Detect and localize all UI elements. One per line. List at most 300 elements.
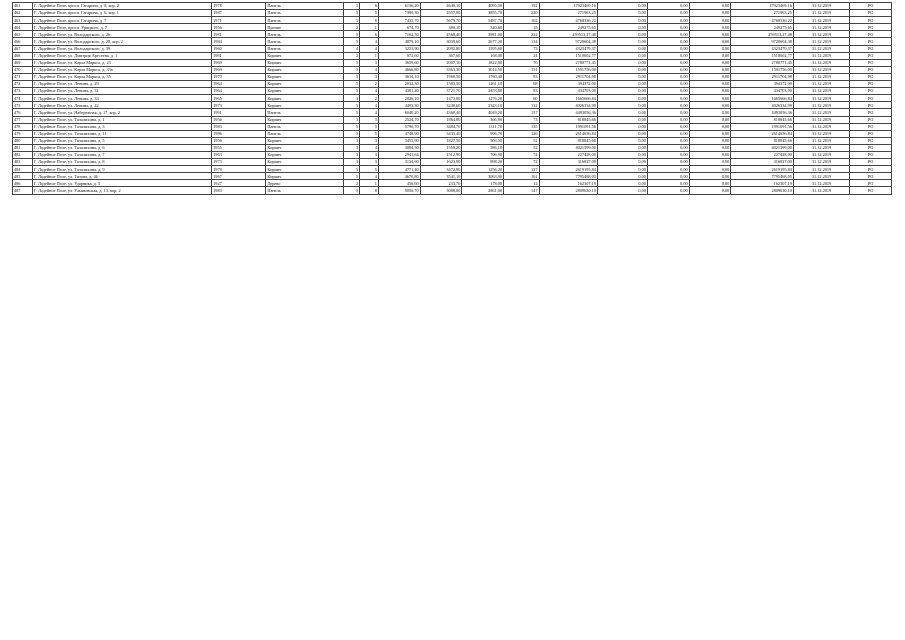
table-cell: 1991	[212, 109, 266, 116]
table-cell: 0,00	[597, 52, 647, 59]
table-cell: РО	[850, 102, 892, 109]
table-cell: 0,00	[647, 66, 689, 73]
table-cell: 1968,50	[420, 73, 462, 80]
table-cell: 3	[343, 95, 360, 102]
table-cell: 5	[343, 17, 360, 24]
table-cell: 4	[360, 102, 379, 109]
table-cell: 31.12.2019	[793, 187, 849, 194]
table-cell: 0,00	[647, 3, 689, 10]
table-cell: 2677,20	[462, 38, 504, 45]
table-cell: 1	[360, 52, 379, 59]
table-cell: 7795468,05	[539, 173, 597, 180]
table-cell: 483	[13, 159, 33, 166]
table-cell: 0,00	[689, 66, 731, 73]
table-cell: 1311,70	[462, 123, 504, 130]
table-cell: 1956	[212, 137, 266, 144]
table-cell: 31.12.2019	[793, 17, 849, 24]
table-cell: 3614,10	[378, 73, 420, 80]
table-cell: 481	[13, 144, 33, 151]
table-cell: 31.12.2019	[793, 144, 849, 151]
table-cell: Г. Лодейное Поле, ул. Талалихина, д. 3	[32, 123, 211, 130]
table-cell: 2941,64	[378, 151, 420, 158]
table-cell: 485	[13, 173, 33, 180]
table-cell: 5056,70	[378, 187, 420, 194]
table-cell: 1956	[212, 24, 266, 31]
table-cell: 0,00	[689, 17, 731, 24]
table-cell: 1971	[212, 17, 266, 24]
table-cell: 468	[13, 52, 33, 59]
table-cell: 0,00	[597, 17, 647, 24]
table-cell: 31.12.2019	[793, 130, 849, 137]
table-cell: 5790,70	[378, 123, 420, 130]
table-cell: 0,00	[647, 187, 689, 194]
table-cell: 0,00	[597, 24, 647, 31]
table-cell: 3	[360, 73, 379, 80]
table-cell: РО	[850, 38, 892, 45]
table-cell: Кирпич	[266, 137, 343, 144]
table-cell: РО	[850, 144, 892, 151]
table-cell: Кирпич	[266, 81, 343, 88]
table-cell: РО	[850, 24, 892, 31]
table-cell: Кирпич	[266, 102, 343, 109]
table-cell: Панель	[266, 10, 343, 17]
table-cell: 503,50	[462, 137, 504, 144]
table-cell: 0,00	[689, 45, 731, 52]
table-cell: 9720604,38	[731, 38, 794, 45]
table-cell: 0,00	[647, 130, 689, 137]
table-cell: 3134,60	[378, 159, 420, 166]
table-cell: 4768336,22	[539, 17, 597, 24]
table-cell: 2809630,10	[539, 187, 597, 194]
table-cell: 5679,70	[420, 17, 462, 24]
table-cell: 2619195,84	[731, 166, 794, 173]
table-cell: 1623,90	[420, 159, 462, 166]
table-cell: 1981	[212, 31, 266, 38]
table-cell: 24	[504, 52, 539, 59]
table-row	[13, 166, 892, 173]
table-cell: 2780771,45	[731, 59, 794, 66]
table-cell: 5	[343, 109, 360, 116]
table-row	[13, 52, 892, 59]
table-row	[13, 109, 892, 116]
table-cell: 31.12.2019	[793, 81, 849, 88]
table-cell: 3855,70	[462, 10, 504, 17]
table-cell: 5	[343, 66, 360, 73]
table-cell: Панель	[266, 38, 343, 45]
table-cell: 31.12.2019	[793, 166, 849, 173]
table-cell: 475	[13, 102, 33, 109]
table-cell: Г. Лодейное Поле, просп. Гагарина, д. 6, кор. 1	[32, 10, 211, 17]
table-cell: 0,00	[647, 17, 689, 24]
table-cell: 0,00	[689, 166, 731, 173]
table-cell: 4493,30	[378, 102, 420, 109]
table-cell: 1955	[212, 144, 266, 151]
table-cell: 0,00	[597, 137, 647, 144]
table-cell: 0,00	[689, 59, 731, 66]
table-cell: РО	[850, 151, 892, 158]
table-cell: 478	[13, 123, 33, 130]
table-cell: 4768336,22	[731, 17, 794, 24]
table-cell: Г. Лодейное Поле, ул. Талалихина, д. 1	[32, 116, 211, 123]
table-cell: РО	[850, 31, 892, 38]
table-cell: РО	[850, 45, 892, 52]
table-cell: 3659,60	[378, 59, 420, 66]
table-cell: 0,00	[597, 38, 647, 45]
table-cell: 4360,40	[420, 109, 462, 116]
table-cell: 0,00	[597, 31, 647, 38]
table-cell: РО	[850, 173, 892, 180]
table-cell: 818845,66	[539, 137, 597, 144]
table-cell: 7435,70	[378, 17, 420, 24]
table-cell: 456,60	[378, 180, 420, 187]
table-row	[13, 116, 892, 123]
table-cell: 1	[360, 180, 379, 187]
table-row	[13, 159, 892, 166]
table-cell: 0,00	[647, 116, 689, 123]
table-cell: 31.12.2019	[793, 173, 849, 180]
table-cell: 0,00	[689, 123, 731, 130]
table-cell: 0,00	[647, 73, 689, 80]
table-cell: Г. Лодейное Поле, ул. Дмитрия Аресеева, д. 1	[32, 52, 211, 59]
table-cell: 5	[360, 130, 379, 137]
table-cell: 0,00	[597, 88, 647, 95]
table-cell: 1276,20	[462, 95, 504, 102]
table-cell: 0,00	[647, 24, 689, 31]
table-cell: 31.12.2019	[793, 159, 849, 166]
table-cell: 31.12.2019	[793, 52, 849, 59]
table-cell: 161	[504, 173, 539, 180]
table-cell: 463	[13, 17, 33, 24]
table-cell: 259513,27,48	[539, 31, 597, 38]
table-cell: 5	[360, 123, 379, 130]
table-cell: Кирпич	[266, 151, 343, 158]
table-cell: Прочие	[266, 24, 343, 31]
table-row	[13, 130, 892, 137]
table-cell: 227428,00	[539, 151, 597, 158]
table-cell: Г. Лодейное Поле, ул. Ленина, д. 42	[32, 102, 211, 109]
table-cell: 52	[504, 137, 539, 144]
table-cell: 162307,19	[539, 180, 597, 187]
table-cell: 6156,20	[378, 3, 420, 10]
table-cell: 3	[343, 137, 360, 144]
table-cell: 0,00	[647, 166, 689, 173]
table-cell: 872,60	[378, 52, 420, 59]
table-cell: 1973	[212, 102, 266, 109]
housing-table	[12, 2, 892, 195]
table-cell: 31.12.2019	[793, 88, 849, 95]
table-cell: 2780771,45	[539, 59, 597, 66]
table-cell: 0,00	[647, 31, 689, 38]
table-cell: 5	[343, 73, 360, 80]
table-cell: 1983	[212, 123, 266, 130]
table-cell: 4381,20	[378, 88, 420, 95]
table-cell: 0,00	[597, 159, 647, 166]
table-cell: 259513,27,48	[731, 31, 794, 38]
table-cell: Кирпич	[266, 116, 343, 123]
table-cell: 9720604,38	[539, 38, 597, 45]
table-cell: 0,00	[597, 180, 647, 187]
table-cell: РО	[850, 187, 892, 194]
table-cell: 2619195,84	[539, 166, 597, 173]
table-cell: РО	[850, 59, 892, 66]
table-cell: 2032,30	[378, 81, 420, 88]
table-cell: 4095,30	[462, 3, 504, 10]
table-cell: Кирпич	[266, 173, 343, 180]
table-cell: 73	[504, 45, 539, 52]
table-cell: 461	[13, 3, 33, 10]
table-cell: Г. Лодейное Поле, ул. Талалихина, д. 11	[32, 130, 211, 137]
table-cell: Панель	[266, 123, 343, 130]
table-cell: 4	[343, 45, 360, 52]
table-cell: 316827,00	[539, 159, 597, 166]
table-cell: 471	[13, 73, 33, 80]
table-cell: 0,00	[597, 81, 647, 88]
table-cell: 4	[360, 45, 379, 52]
table-cell: 2	[343, 180, 360, 187]
table-cell: 271963,25	[539, 10, 597, 17]
table-cell: 220	[504, 10, 539, 17]
table-cell: 1964	[212, 81, 266, 88]
table-cell: 3014,50	[462, 66, 504, 73]
table-cell: 1965	[212, 95, 266, 102]
table-cell: 4	[360, 109, 379, 116]
table-cell: 4748,90	[378, 130, 420, 137]
table-row	[13, 123, 892, 130]
table-cell: Кирпич	[266, 166, 343, 173]
table-cell: Кирпич	[266, 73, 343, 80]
table-cell: 0,00	[597, 151, 647, 158]
table-cell: 4021599,00	[731, 144, 794, 151]
table-cell: 4493056,36	[731, 109, 794, 116]
table-cell: РО	[850, 159, 892, 166]
table-cell: 470	[13, 66, 33, 73]
table-cell: 52	[504, 144, 539, 151]
table-cell: 31.12.2019	[793, 3, 849, 10]
table-cell: Г. Лодейное Поле, ул. Ударника, д. 5	[32, 180, 211, 187]
table-cell: 472	[13, 81, 33, 88]
table-cell: 818845,66	[539, 116, 597, 123]
table-cell: 1510602,77	[731, 52, 794, 59]
table-cell: 5	[343, 88, 360, 95]
table-cell: 3063,90	[462, 173, 504, 180]
table-cell: 0,00	[647, 59, 689, 66]
table-row	[13, 38, 892, 45]
table-cell: 15	[504, 24, 539, 31]
table-cell: 0,00	[647, 123, 689, 130]
table-cell: 0,00	[689, 187, 731, 194]
table-cell: 147	[504, 187, 539, 194]
table-cell: 4	[360, 66, 379, 73]
table-cell: 1256,20	[462, 166, 504, 173]
table-cell: 1927	[212, 180, 266, 187]
table-cell: 0,00	[597, 130, 647, 137]
table-cell: 8	[360, 187, 379, 194]
table-cell: 3484,70	[420, 123, 462, 130]
table-cell: 1973	[212, 159, 266, 166]
table-cell: 0,00	[689, 95, 731, 102]
table-cell: 3	[360, 137, 379, 144]
table-cell: 996,70	[462, 130, 504, 137]
table-cell: 3981,00	[462, 31, 504, 38]
table-cell: 68	[504, 81, 539, 88]
table-row	[13, 73, 892, 80]
table-cell: 1	[360, 24, 379, 31]
table-cell: 3472,90	[420, 166, 462, 173]
table-cell: 2343,10	[462, 102, 504, 109]
table-cell: Кирпич	[266, 59, 343, 66]
table-cell: 0,00	[647, 38, 689, 45]
table-cell: 0,00	[597, 109, 647, 116]
table-cell: 4026334,99	[731, 102, 794, 109]
table-row	[13, 180, 892, 187]
table-cell: 4323479,37	[731, 45, 794, 52]
table-cell: 135	[504, 123, 539, 130]
table-cell: Г. Лодейное Поле, ул. Талалихина, д. 5	[32, 137, 211, 144]
table-cell: 0,00	[689, 180, 731, 187]
table-cell: 4879,10	[378, 38, 420, 45]
table-cell: 3	[343, 159, 360, 166]
table-cell: 467	[13, 45, 33, 52]
table-cell: 0,00	[647, 151, 689, 158]
table-cell: 0,00	[647, 10, 689, 17]
table-cell: 134	[504, 38, 539, 45]
table-cell: 1987	[212, 10, 266, 17]
table-cell: 192	[504, 3, 539, 10]
table-cell: 394372,00	[731, 81, 794, 88]
table-cell: 162307,19	[731, 180, 794, 187]
table-cell: 1550,20	[420, 144, 462, 151]
table-cell: 367,60	[420, 52, 462, 59]
table-cell: 0,00	[647, 52, 689, 59]
table-cell: 168,00	[462, 52, 504, 59]
table-cell: 5	[343, 10, 360, 17]
table-cell: РО	[850, 116, 892, 123]
table-cell: 0,00	[689, 144, 731, 151]
table-row	[13, 88, 892, 95]
table-cell: 12	[504, 180, 539, 187]
table-cell: 473	[13, 88, 33, 95]
table-cell: 480	[13, 137, 33, 144]
table-cell: 271963,25	[731, 10, 794, 17]
table-cell: 4323479,37	[539, 45, 597, 52]
table-cell: 102	[504, 17, 539, 24]
table-cell: 0,00	[597, 10, 647, 17]
table-cell: 151	[504, 66, 539, 73]
table-cell: 31.12.2019	[793, 95, 849, 102]
table-cell: 2911704,98	[731, 73, 794, 80]
table-cell: 462	[13, 10, 33, 17]
table-cell: РО	[850, 81, 892, 88]
table-row	[13, 173, 892, 180]
table-cell: 127	[504, 166, 539, 173]
table-cell: 5	[343, 31, 360, 38]
table-cell: 31.12.2019	[793, 123, 849, 130]
table-cell: 3363,30	[420, 66, 462, 73]
table-cell: Г. Лодейное Поле, ул. Ульяновская, д. 13, кор. 2	[32, 187, 211, 194]
table-cell: 1591756,00	[539, 66, 597, 73]
table-cell: 0,00	[689, 109, 731, 116]
table-cell: 0,00	[597, 3, 647, 10]
table-cell: 340,60	[462, 24, 504, 31]
table-cell: 31.12.2019	[793, 102, 849, 109]
table-cell: 4	[360, 144, 379, 151]
table-cell: Г. Лодейное Поле, ул. Карла Маркса, д. 35	[32, 73, 211, 80]
table-cell: 0,00	[597, 123, 647, 130]
table-cell: РО	[850, 95, 892, 102]
table-cell: 380,10	[420, 24, 462, 31]
table-cell: 5487,70	[462, 17, 504, 24]
table-cell: 0,00	[689, 102, 731, 109]
table-cell: 31.12.2019	[793, 59, 849, 66]
table-cell: 1963	[212, 151, 266, 158]
table-cell: Г. Лодейное Поле, ул. Володарского, д. 28, кор. 2	[32, 38, 211, 45]
table-cell: 2809630,10	[731, 187, 794, 194]
table-cell: 5	[343, 130, 360, 137]
table-cell: Г. Лодейное Поле, ул. Талалихина, д. 9	[32, 166, 211, 173]
table-cell: РО	[850, 73, 892, 80]
table-cell: 4	[360, 38, 379, 45]
table-cell: 4557,00	[420, 10, 462, 17]
table-cell: 7102,50	[378, 31, 420, 38]
table-cell: Г. Лодейное Поле, ул. Карла Маркса, д. 23	[32, 59, 211, 66]
table-cell: Г. Лодейное Поле, ул. Талалихина, д. 7	[32, 151, 211, 158]
table-cell: 2911704,98	[539, 73, 597, 80]
table-cell: 2007,10	[420, 59, 462, 66]
table-row	[13, 187, 892, 194]
table-cell: 479	[13, 130, 33, 137]
table-row	[13, 137, 892, 144]
table-cell: 477	[13, 116, 33, 123]
table-cell: Кирпич	[266, 95, 343, 102]
table-cell: 0,00	[597, 116, 647, 123]
table-row	[13, 95, 892, 102]
table-cell: 8	[360, 17, 379, 24]
table-cell: Г. Лодейное Поле, просп. Урицкого, д. 7	[32, 24, 211, 31]
table-row	[13, 59, 892, 66]
table-cell: 74	[504, 151, 539, 158]
table-row	[13, 45, 892, 52]
table-cell: 0,00	[647, 173, 689, 180]
table-cell: 0,00	[597, 102, 647, 109]
table-cell: 4026334,99	[539, 102, 597, 109]
table-cell: 227428,00	[731, 151, 794, 158]
table-row	[13, 17, 892, 24]
table-cell: РО	[850, 10, 892, 17]
table-cell: 434703,00	[539, 88, 597, 95]
table-cell: 0,00	[597, 166, 647, 173]
table-cell: Г. Лодейное Поле, ул. Талалихина, д. 6	[32, 144, 211, 151]
table-cell: 482	[13, 151, 33, 158]
table-cell: 0,00	[597, 45, 647, 52]
table-cell: 4666,80	[378, 66, 420, 73]
table-cell: РО	[850, 130, 892, 137]
table-cell: 1827,50	[420, 137, 462, 144]
table-cell: 3253,90	[378, 45, 420, 52]
table-cell: 5	[360, 10, 379, 17]
table-cell: 0,00	[647, 88, 689, 95]
table-cell: 474	[13, 95, 33, 102]
table-cell: 0,00	[689, 24, 731, 31]
table-cell: Кирпич	[266, 88, 343, 95]
table-cell: 2	[360, 81, 379, 88]
table-cell: 4568,40	[420, 31, 462, 38]
table-cell: 0,00	[689, 159, 731, 166]
table-cell: 5	[343, 102, 360, 109]
table-cell: 1760,40	[462, 73, 504, 80]
table-cell: 7380,30	[378, 10, 420, 17]
table-cell: 1991091,56	[539, 123, 597, 130]
table-cell: Дерево	[266, 180, 343, 187]
